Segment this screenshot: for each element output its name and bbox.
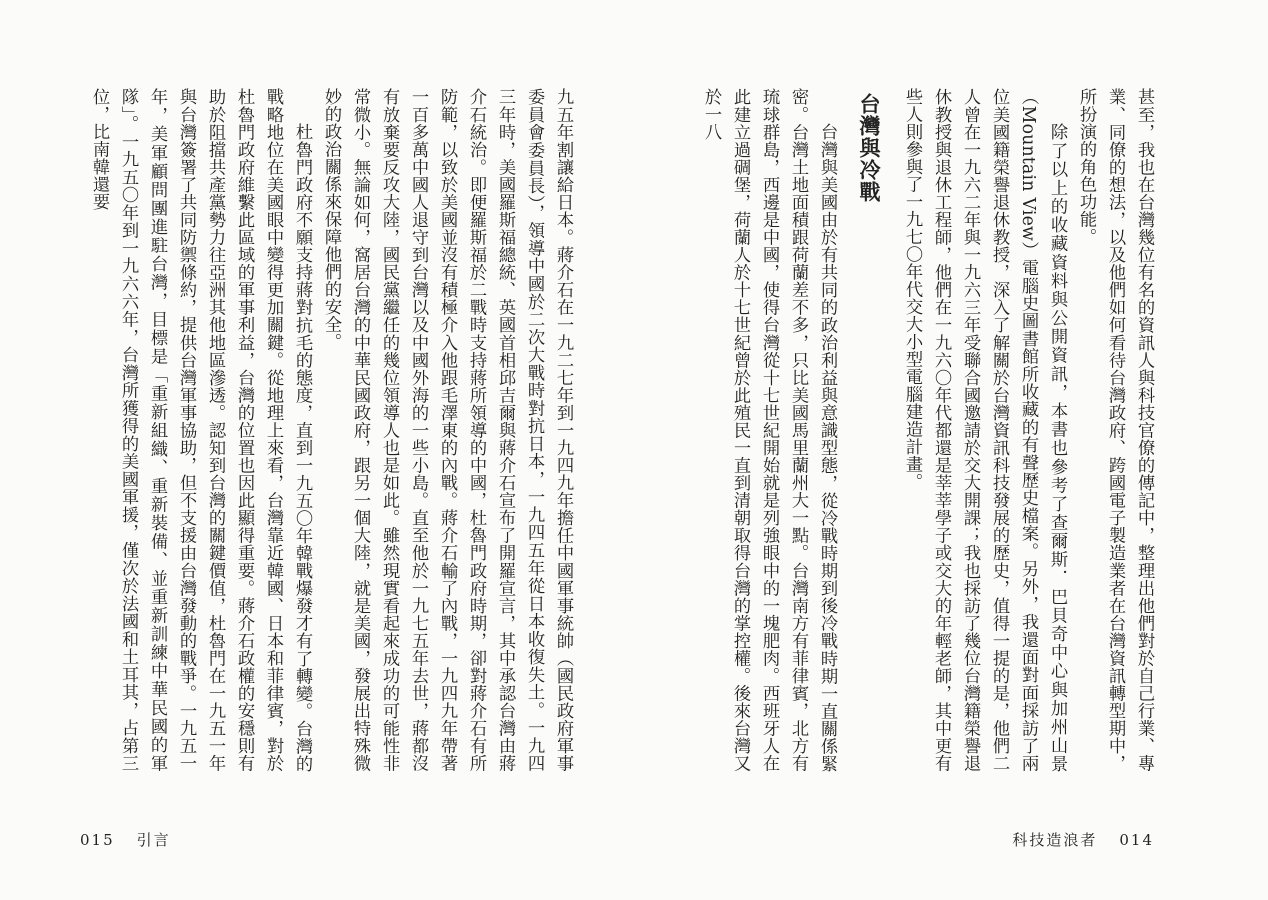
paragraph-continuation: 甚至，我也在台灣幾位有名的資訊人與科技官僚的傳記中，整理出他們對於自己行業、專業、同僚的想法，以及他們如何看待台灣政府、跨國電子製造業者在台灣資訊轉型期中，所扮演的角色功能。 <box>1076 88 1154 772</box>
page-number-right: 014 <box>1119 831 1154 849</box>
chapter-title: 引言 <box>136 831 171 849</box>
book-title: 科技造浪者 <box>1012 831 1098 849</box>
paragraph: 台灣與美國由於有共同的政治利益與意識型態，從冷戰時期到後冷戰時期一直關係緊密。台灣土地面積跟荷蘭差不多，只比美國馬里蘭州大一點。台灣南方有菲律賓，北方有琉球群島，西邊是中國，使得台灣從十七世紀開始就是列強眼中的一塊肥肉。西班牙人在此建立過碉堡，荷蘭人於十七世紀曾於此殖民一直到清朝取得台灣的掌控權。後來台灣又於一八 <box>701 88 837 772</box>
section-heading: 台灣與冷戰 <box>857 93 882 203</box>
page-number-left: 015 <box>80 831 115 849</box>
footer-left <box>80 829 171 850</box>
paragraph: 杜魯門政府不願支持蔣對抗毛的態度，直到一九五〇年韓戰爆發才有了轉變。台灣的戰略地位在美國眼中變得更加關鍵。從地理上來看，台灣靠近韓國、日本和菲律賓，對於杜魯門政府維繫此區域的軍事利益，台灣的位置也因此顯得重要。蔣介石政權的安穩則有助於阻擋共產黨勢力往亞洲其他地區滲透。認知到台灣的關鍵價值，杜魯門在一九五一年與台灣簽署了共同防禦條約，提供台灣軍事協助，但不支援由台灣發動的戰爭。一九五一年，美軍顧問團進駐台灣，目標是「重新組織、重新裝備、並重新訓練中華民國的軍隊」。一九五〇年到一九六六年，台灣所獲得的美國軍援，僅次於法國和土耳其，占第三位，比南韓還要 <box>89 88 312 772</box>
page-left-text <box>84 88 577 772</box>
paragraph-continuation: 九五年割讓給日本。蔣介石在一九二七年到一九四九年擔任中國軍事統帥（國民政府軍事委員會委員長），領導中國於二次大戰時對抗日本，一九四五年從日本收復失土。一九四三年時，美國羅斯福總統、英國首相邱吉爾與蔣介石宣布了開羅宣言，其中承認台灣由蔣介石統治。即便羅斯福於二戰時支持蔣所領導的中國，杜魯門政府時期，卻對蔣介石有所防範，以致於美國並沒有積極介入他跟毛澤東的內戰。蔣介石輸了內戰，一九四九年帶著一百多萬中國人退守到台灣以及中國外海的一些小島。直至他於一九七五年去世，蔣都沒有放棄要反攻大陸，國民黨繼任的幾位領導人也是如此。雖然現實看起來成功的可能性非常微小。無論如何，窩居台灣的中華民國政府，跟另一個大陸，就是美國，發展出特殊微妙的政治關係來保障他們的安全。 <box>321 88 573 772</box>
page-right-text <box>696 88 1158 772</box>
footer-right <box>1012 829 1154 850</box>
paragraph: 除了以上的收藏資料與公開資訊，本書也參考了查爾斯．巴貝奇中心與加州山景（Mountain View）電腦史圖書館所收藏的有聲歷史檔案。另外，我還面對面採訪了兩位美國籍榮譽退休教授，深入了解關於台灣資訊科技發展的歷史，值得一提的是，他們二人曾在一九六二年與一九六三年受聯合國邀請於交大開課；我也採訪了幾位台灣籍榮譽退休教授與退休工程師，他們在一九六〇年代都還是莘莘學子或交大的年輕老師，其中更有些人則參與了一九七〇年代交大小型電腦建造計畫。 <box>902 88 1067 772</box>
